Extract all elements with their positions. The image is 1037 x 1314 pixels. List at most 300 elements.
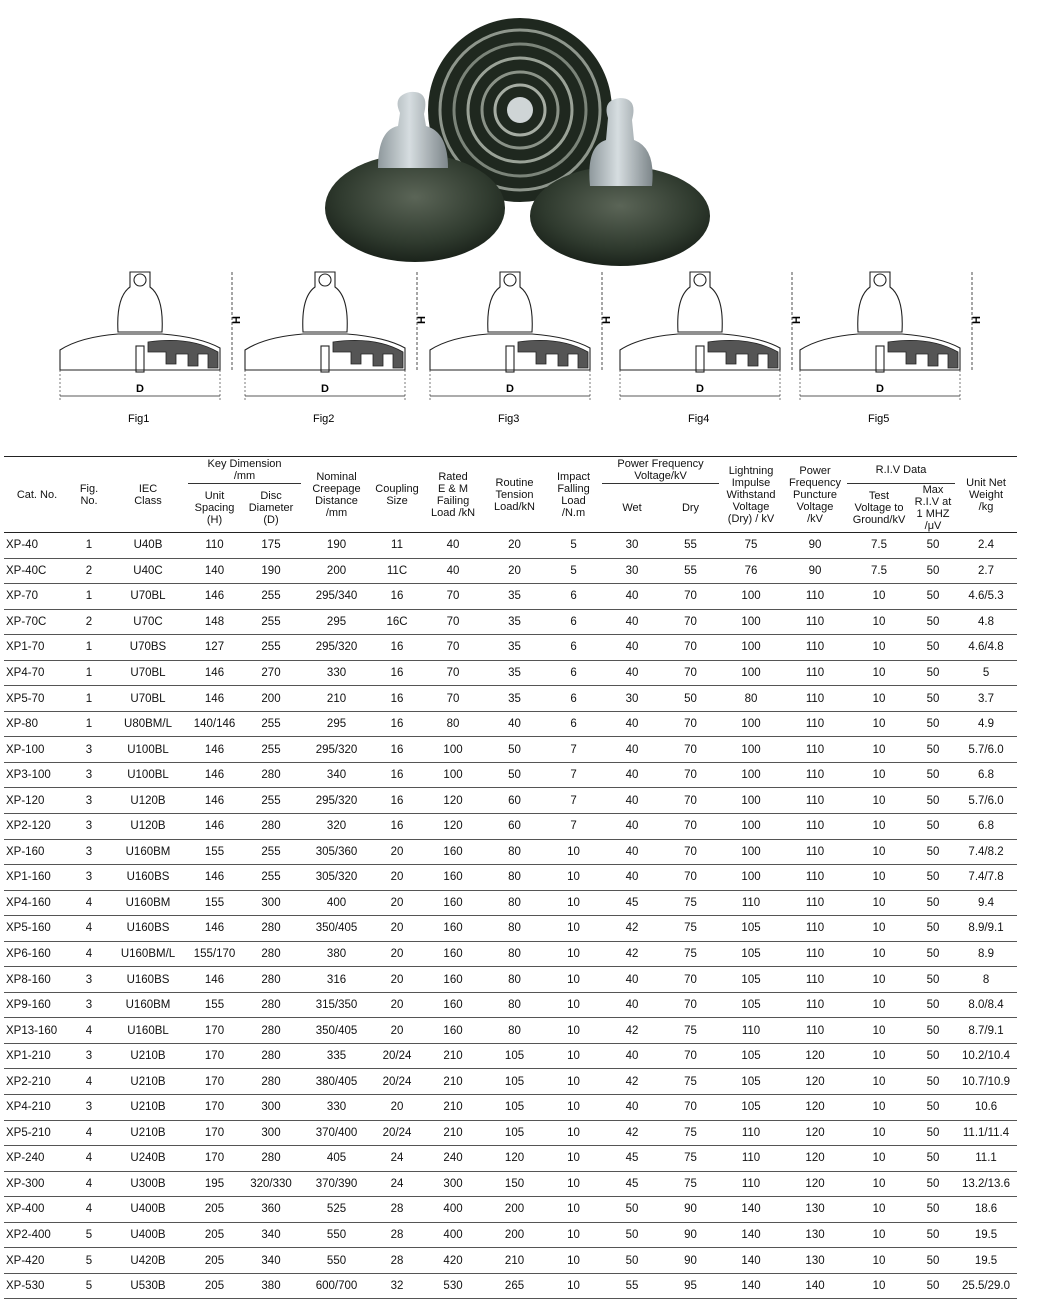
table-cell: 50 <box>911 1043 955 1069</box>
table-cell: 6 <box>545 635 602 661</box>
table-cell: 100 <box>719 584 783 610</box>
table-row <box>4 711 1017 737</box>
table-cell: 10 <box>847 711 911 737</box>
table-cell: 60 <box>484 788 545 814</box>
table-cell: 10 <box>545 1197 602 1223</box>
table-cell: 80 <box>484 839 545 865</box>
table-cell: 25.5/29.0 <box>955 1273 1017 1299</box>
table-cell: 35 <box>484 609 545 635</box>
table-cell: 50 <box>911 967 955 993</box>
table-cell: 190 <box>241 558 301 584</box>
table-cell: 40 <box>422 533 484 559</box>
table-cell: 10 <box>545 1018 602 1044</box>
table-cell: 10 <box>847 992 911 1018</box>
table-cell: 20 <box>372 1095 422 1121</box>
table-cell: U210B <box>108 1120 188 1146</box>
table-cell: 35 <box>484 584 545 610</box>
table-cell: 70 <box>662 992 719 1018</box>
table-cell: 280 <box>241 916 301 942</box>
table-cell: U300B <box>108 1171 188 1197</box>
table-cell: 7 <box>545 814 602 840</box>
table-cell: 70 <box>422 584 484 610</box>
table-cell: 10 <box>847 584 911 610</box>
table-cell: 40 <box>602 788 662 814</box>
table-cell: XP2-400 <box>4 1222 70 1248</box>
table-row <box>4 865 1017 891</box>
header-iec-class: IEC Class <box>134 482 162 507</box>
table-cell: 4 <box>70 916 108 942</box>
table-cell: 8.7/9.1 <box>955 1018 1017 1044</box>
table-cell: 16 <box>372 635 422 661</box>
table-cell: 120 <box>422 814 484 840</box>
height-label: H <box>601 316 613 324</box>
table-cell: 40 <box>602 609 662 635</box>
table-cell: 10 <box>847 686 911 712</box>
table-row <box>4 1273 1017 1299</box>
table-cell: 70 <box>662 839 719 865</box>
table-cell: 305/320 <box>301 865 372 891</box>
table-cell: 255 <box>241 788 301 814</box>
table-cell: 280 <box>241 1069 301 1095</box>
table-cell: 30 <box>602 686 662 712</box>
table-cell: 255 <box>241 737 301 763</box>
table-cell: 5 <box>70 1222 108 1248</box>
table-cell: 200 <box>484 1197 545 1223</box>
table-cell: 110 <box>783 635 847 661</box>
header-riv-data: R.I.V Data <box>847 457 955 484</box>
table-cell: 20 <box>372 1018 422 1044</box>
table-row <box>4 558 1017 584</box>
table-cell: U160BM <box>108 992 188 1018</box>
table-cell: U160BS <box>108 967 188 993</box>
table-cell: 4 <box>70 1120 108 1146</box>
insulator-photo <box>320 18 720 268</box>
table-cell: 10 <box>847 1120 911 1146</box>
table-cell: 13.2/13.6 <box>955 1171 1017 1197</box>
table-row <box>4 584 1017 610</box>
table-cell: 105 <box>484 1095 545 1121</box>
table-cell: 95 <box>662 1273 719 1299</box>
table-cell: U400B <box>108 1197 188 1223</box>
table-cell: 40 <box>602 992 662 1018</box>
table-cell: 160 <box>422 967 484 993</box>
table-cell: 200 <box>484 1222 545 1248</box>
table-cell: 110 <box>188 533 241 559</box>
table-cell: XP6-160 <box>4 941 70 967</box>
table-cell: 10 <box>545 992 602 1018</box>
table-cell: 280 <box>241 1043 301 1069</box>
table-cell: 110 <box>783 967 847 993</box>
table-cell: U160BM <box>108 839 188 865</box>
table-cell: XP-40C <box>4 558 70 584</box>
table-cell: 10 <box>847 814 911 840</box>
table-cell: XP1-160 <box>4 865 70 891</box>
table-cell: 340 <box>241 1248 301 1274</box>
table-cell: 6 <box>545 711 602 737</box>
table-cell: 280 <box>241 941 301 967</box>
table-row <box>4 533 1017 559</box>
table-cell: 525 <box>301 1197 372 1223</box>
table-cell: 40 <box>602 737 662 763</box>
table-cell: 6.8 <box>955 814 1017 840</box>
table-cell: 305/360 <box>301 839 372 865</box>
table-cell: 127 <box>188 635 241 661</box>
header-unit-spacing: Unit Spacing (H) <box>194 490 235 526</box>
table-cell: 10 <box>847 890 911 916</box>
table-cell: U400B <box>108 1222 188 1248</box>
table-cell: 170 <box>188 1120 241 1146</box>
table-cell: 2.7 <box>955 558 1017 584</box>
table-cell: 148 <box>188 609 241 635</box>
table-cell: 380/405 <box>301 1069 372 1095</box>
figure-caption: Fig2 <box>313 413 335 425</box>
header-key-dimension: Key Dimension /mm <box>188 457 301 484</box>
table-cell: 20 <box>484 533 545 559</box>
header-fig-no: Fig. No. <box>79 482 99 507</box>
table-cell: 360 <box>241 1197 301 1223</box>
table-cell: 6 <box>545 609 602 635</box>
table-cell: 20 <box>372 890 422 916</box>
table-cell: U210B <box>108 1069 188 1095</box>
table-cell: 16C <box>372 609 422 635</box>
table-cell: 270 <box>241 660 301 686</box>
table-row <box>4 737 1017 763</box>
table-cell: 10 <box>847 1043 911 1069</box>
table-cell: 50 <box>911 635 955 661</box>
table-cell: 3.7 <box>955 686 1017 712</box>
header-cat-no: Cat. No. <box>16 488 58 501</box>
table-cell: 170 <box>188 1018 241 1044</box>
table-cell: 240 <box>422 1146 484 1172</box>
table-cell: 160 <box>422 890 484 916</box>
table-cell: 110 <box>783 839 847 865</box>
header-unit-weight: Unit Net Weight /kg <box>966 476 1006 513</box>
table-cell: 16 <box>372 788 422 814</box>
table-cell: 210 <box>422 1069 484 1095</box>
table-cell: 400 <box>301 890 372 916</box>
table-cell: 40 <box>602 839 662 865</box>
table-cell: 10 <box>545 865 602 891</box>
table-cell: 10 <box>545 1043 602 1069</box>
table-cell: 420 <box>422 1248 484 1274</box>
table-cell: 3 <box>70 1043 108 1069</box>
diameter-label: D <box>506 383 514 395</box>
table-cell: 75 <box>719 533 783 559</box>
header-max-riv: Max R.I.V at 1 MHZ /μV <box>914 484 952 532</box>
table-cell: 380 <box>241 1273 301 1299</box>
table-cell: 105 <box>719 1043 783 1069</box>
table-cell: 146 <box>188 660 241 686</box>
table-cell: 105 <box>719 992 783 1018</box>
table-cell: 315/350 <box>301 992 372 1018</box>
table-cell: 50 <box>911 660 955 686</box>
table-cell: U210B <box>108 1095 188 1121</box>
table-cell: U40C <box>108 558 188 584</box>
table-cell: U70BL <box>108 686 188 712</box>
table-cell: 5 <box>545 533 602 559</box>
table-cell: 11.1 <box>955 1146 1017 1172</box>
table-cell: 316 <box>301 967 372 993</box>
height-label: H <box>231 316 243 324</box>
table-cell: 50 <box>911 762 955 788</box>
table-cell: 105 <box>719 941 783 967</box>
table-cell: 10 <box>847 737 911 763</box>
table-cell: 110 <box>783 762 847 788</box>
table-cell: 100 <box>719 711 783 737</box>
table-cell: 140 <box>719 1248 783 1274</box>
table-cell: 150 <box>484 1171 545 1197</box>
table-cell: 2 <box>70 609 108 635</box>
table-cell: XP-420 <box>4 1248 70 1274</box>
table-cell: 280 <box>241 992 301 1018</box>
table-cell: 19.5 <box>955 1248 1017 1274</box>
table-cell: 16 <box>372 737 422 763</box>
header-disc-diameter: Disc Diameter (D) <box>248 490 294 526</box>
table-cell: 205 <box>188 1197 241 1223</box>
table-row <box>4 609 1017 635</box>
table-cell: 320/330 <box>241 1171 301 1197</box>
table-cell: 550 <box>301 1222 372 1248</box>
header-rated-load: Rated E & M Failing Load /kN <box>431 470 476 519</box>
table-cell: 1 <box>70 686 108 712</box>
table-cell: 330 <box>301 660 372 686</box>
table-cell: 50 <box>911 1171 955 1197</box>
table-cell: XP-40 <box>4 533 70 559</box>
table-cell: 175 <box>241 533 301 559</box>
table-cell: 5 <box>70 1273 108 1299</box>
table-cell: XP2-210 <box>4 1069 70 1095</box>
table-cell: U160BM <box>108 890 188 916</box>
table-row <box>4 1018 1017 1044</box>
table-cell: 50 <box>911 584 955 610</box>
table-cell: 40 <box>422 558 484 584</box>
table-cell: 1 <box>70 533 108 559</box>
table-cell: 90 <box>783 533 847 559</box>
table-row <box>4 1171 1017 1197</box>
table-cell: 10 <box>545 1120 602 1146</box>
table-cell: 75 <box>662 1171 719 1197</box>
table-cell: 170 <box>188 1069 241 1095</box>
table-cell: 210 <box>301 686 372 712</box>
table-cell: 280 <box>241 1146 301 1172</box>
table-row <box>4 1248 1017 1274</box>
table-cell: 160 <box>422 865 484 891</box>
table-cell: 100 <box>422 762 484 788</box>
table-cell: 1 <box>70 660 108 686</box>
table-row <box>4 788 1017 814</box>
table-cell: 120 <box>484 1146 545 1172</box>
header-dry: Dry <box>681 502 700 514</box>
table-cell: U160BM/L <box>108 941 188 967</box>
table-cell: 8.9 <box>955 941 1017 967</box>
table-cell: 80 <box>484 916 545 942</box>
table-cell: 55 <box>602 1273 662 1299</box>
table-cell: 110 <box>719 1146 783 1172</box>
table-cell: 70 <box>422 660 484 686</box>
table-cell: 100 <box>719 788 783 814</box>
table-cell: 110 <box>783 584 847 610</box>
table-cell: 40 <box>602 762 662 788</box>
table-cell: 380 <box>301 941 372 967</box>
table-cell: 4 <box>70 1069 108 1095</box>
table-cell: 146 <box>188 686 241 712</box>
table-cell: 70 <box>422 635 484 661</box>
table-row <box>4 890 1017 916</box>
table-cell: 280 <box>241 1018 301 1044</box>
table-cell: 205 <box>188 1222 241 1248</box>
table-cell: 1 <box>70 711 108 737</box>
table-cell: 255 <box>241 584 301 610</box>
table-cell: 50 <box>484 762 545 788</box>
figure-caption: Fig1 <box>128 413 150 425</box>
table-cell: 105 <box>484 1120 545 1146</box>
table-cell: 170 <box>188 1043 241 1069</box>
table-cell: 50 <box>911 1222 955 1248</box>
table-cell: 100 <box>719 814 783 840</box>
table-cell: 4.6/4.8 <box>955 635 1017 661</box>
table-cell: 4 <box>70 890 108 916</box>
table-cell: 42 <box>602 916 662 942</box>
table-cell: 50 <box>911 814 955 840</box>
figure-5 <box>800 272 983 425</box>
table-cell: 4 <box>70 1197 108 1223</box>
table-cell: XP9-160 <box>4 992 70 1018</box>
table-cell: 195 <box>188 1171 241 1197</box>
table-cell: U80BM/L <box>108 711 188 737</box>
table-row <box>4 1043 1017 1069</box>
table-cell: 50 <box>911 1248 955 1274</box>
table-cell: 7 <box>545 737 602 763</box>
table-cell: 24 <box>372 1171 422 1197</box>
table-cell: 70 <box>662 814 719 840</box>
table-cell: 28 <box>372 1197 422 1223</box>
table-cell: 10 <box>545 890 602 916</box>
table-cell: 7.5 <box>847 533 911 559</box>
table-cell: 4 <box>70 1018 108 1044</box>
table-cell: 110 <box>783 992 847 1018</box>
table-cell: XP4-70 <box>4 660 70 686</box>
figure-1 <box>60 272 243 425</box>
table-cell: 70 <box>662 1043 719 1069</box>
table-cell: 45 <box>602 890 662 916</box>
table-cell: 110 <box>783 865 847 891</box>
figure-4 <box>620 272 803 425</box>
table-cell: 50 <box>911 1273 955 1299</box>
table-cell: 110 <box>783 941 847 967</box>
table-cell: 70 <box>662 737 719 763</box>
table-cell: 105 <box>719 967 783 993</box>
table-cell: 100 <box>719 762 783 788</box>
table-cell: 155/170 <box>188 941 241 967</box>
table-cell: 50 <box>662 686 719 712</box>
height-label: H <box>791 316 803 324</box>
table-row <box>4 660 1017 686</box>
table-cell: 19.5 <box>955 1222 1017 1248</box>
table-cell: 50 <box>602 1222 662 1248</box>
specification-table <box>4 456 1017 1299</box>
table-cell: XP5-210 <box>4 1120 70 1146</box>
table-cell: 3 <box>70 1095 108 1121</box>
table-cell: 110 <box>719 890 783 916</box>
table-cell: 3 <box>70 967 108 993</box>
table-cell: 16 <box>372 762 422 788</box>
table-cell: 120 <box>783 1171 847 1197</box>
header-coupling-size: Coupling Size <box>375 482 419 507</box>
table-cell: 2.4 <box>955 533 1017 559</box>
table-cell: 110 <box>783 737 847 763</box>
table-cell: U210B <box>108 1043 188 1069</box>
table-cell: U70BL <box>108 584 188 610</box>
table-cell: 10 <box>847 1197 911 1223</box>
table-cell: 295 <box>301 609 372 635</box>
table-cell: U70BS <box>108 635 188 661</box>
table-cell: U100BL <box>108 762 188 788</box>
table-cell: 40 <box>602 711 662 737</box>
table-cell: 255 <box>241 635 301 661</box>
table-cell: 3 <box>70 839 108 865</box>
table-cell: 10 <box>545 839 602 865</box>
table-cell: XP-80 <box>4 711 70 737</box>
table-cell: 110 <box>783 686 847 712</box>
table-cell: XP2-120 <box>4 814 70 840</box>
table-cell: 146 <box>188 737 241 763</box>
table-cell: 45 <box>602 1146 662 1172</box>
table-cell: 100 <box>422 737 484 763</box>
table-cell: 80 <box>484 941 545 967</box>
table-cell: 50 <box>911 1146 955 1172</box>
table-cell: 295/340 <box>301 584 372 610</box>
table-cell: 5 <box>70 1248 108 1274</box>
table-cell: U40B <box>108 533 188 559</box>
table-cell: 45 <box>602 1171 662 1197</box>
table-cell: XP-300 <box>4 1171 70 1197</box>
table-cell: 70 <box>662 584 719 610</box>
table-cell: XP-530 <box>4 1273 70 1299</box>
table-cell: 10 <box>847 609 911 635</box>
table-cell: 16 <box>372 814 422 840</box>
table-cell: 255 <box>241 839 301 865</box>
table-cell: 20 <box>372 941 422 967</box>
table-row <box>4 635 1017 661</box>
table-cell: 40 <box>602 1095 662 1121</box>
table-cell: 80 <box>719 686 783 712</box>
table-cell: 90 <box>783 558 847 584</box>
table-cell: 80 <box>484 865 545 891</box>
table-cell: 146 <box>188 865 241 891</box>
table-cell: 60 <box>484 814 545 840</box>
header-test-voltage: Test Voltage to Ground/kV <box>852 490 906 526</box>
table-cell: 70 <box>662 788 719 814</box>
table-cell: 42 <box>602 1069 662 1095</box>
table-cell: 35 <box>484 635 545 661</box>
table-cell: 155 <box>188 890 241 916</box>
table-cell: 32 <box>372 1273 422 1299</box>
table-cell: 10 <box>847 967 911 993</box>
table-cell: 70 <box>662 1095 719 1121</box>
figure-caption: Fig5 <box>868 413 890 425</box>
table-cell: 4.9 <box>955 711 1017 737</box>
table-cell: 10 <box>545 1146 602 1172</box>
table-cell: 5 <box>955 660 1017 686</box>
table-cell: 20 <box>372 916 422 942</box>
table-cell: 280 <box>241 967 301 993</box>
table-cell: 5.7/6.0 <box>955 788 1017 814</box>
header-wet: Wet <box>622 502 642 514</box>
table-cell: 100 <box>719 635 783 661</box>
table-cell: 75 <box>662 890 719 916</box>
table-cell: 50 <box>911 1095 955 1121</box>
table-cell: XP-160 <box>4 839 70 865</box>
